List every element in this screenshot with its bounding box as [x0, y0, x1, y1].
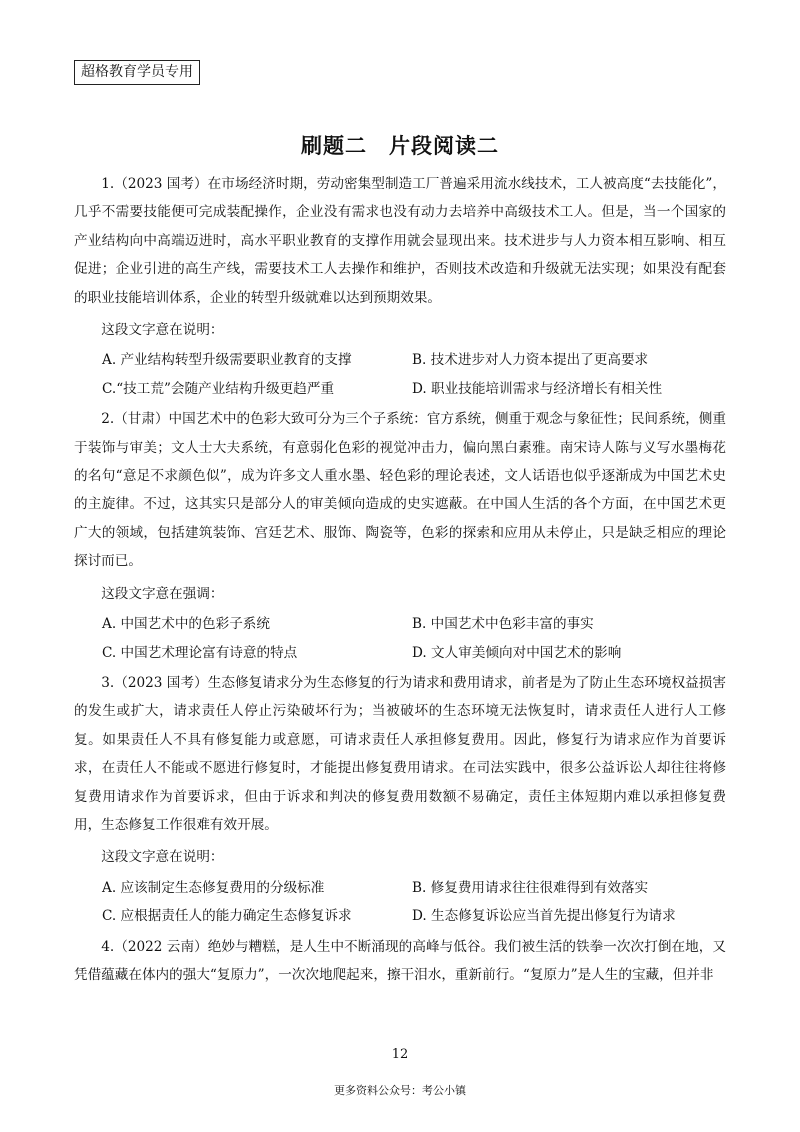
option-list — [74, 874, 726, 931]
question-text: 2.（甘肃）中国艺术中的色彩大致可分为三个子系统：官方系统，侧重于观念与象征性；民间系统，侧重于装饰与审美；文人士大夫系统，有意弱化色彩的视觉冲击力，偏向黑白素雅。南宋诗人陈与义写水墨梅花的名句“意足不求颜色似”，成为许多文人重水墨、轻色彩的理论表述，文人话语也似乎逐渐成为中国艺术史的主旋律。不过，这其实只是部分人的审美倾向造成的史实遮蔽。在中国人生活的各个方面，在中国艺术更广大的领域，包括建筑装饰、宫廷艺术、服饰、陶瓷等，色彩的探索和应用从未停止，只是缺乏相应的理论探讨而已。 — [74, 411, 726, 570]
footer-note: 更多资料公众号：考公小镇 — [334, 1084, 466, 1097]
option-b: B. 技术进步对人力资本提出了更高要求 — [412, 352, 649, 369]
option-list — [74, 610, 726, 667]
option-d: D. 职业技能培训需求与经济增长有相关性 — [412, 380, 663, 397]
title-part-1: 刷题二 — [301, 134, 367, 158]
question-4 — [74, 933, 726, 990]
option-list — [74, 346, 726, 403]
option-d: D. 文人审美倾向对中国艺术的影响 — [412, 644, 622, 661]
option-b: B. 修复费用请求往往很难得到有效落实 — [412, 879, 649, 896]
question-text: 3.（2023 国考）生态修复请求分为生态修复的行为请求和费用请求，前者是为了防止生态环境权益损害的发生或扩大，请求责任人停止污染破坏行为；当被破坏的生态环境无法恢复时，请求责任人进行人工修复。如果责任人不具有修复能力或意愿，可请求责任人承担修复费用。因此，修复行为请求应作为首要诉求，在责任人不能或不愿进行修复时，才能提出修复费用请求。在司法实践中，很多公益诉讼人却往往将修复费用请求作为首要诉求，但由于诉求和判决的修复费用数额不易确定，责任主体短期内难以承担修复费用，生态修复工作很难有效开展。 — [74, 674, 726, 833]
question-prompt: 这段文字意在强调： — [101, 585, 224, 602]
title-part-2: 片段阅读二 — [389, 134, 499, 158]
question-prompt: 这段文字意在说明： — [101, 322, 224, 339]
usage-stamp: 超格教育学员专用 — [74, 60, 200, 85]
option-a: A. 应该制定生态修复费用的分级标准 — [102, 879, 325, 896]
question-text: 4.（2022 云南）绝妙与糟糕，是人生中不断涌现的高峰与低谷。我们被生活的铁拳一次次打倒在地，又凭借蕴藏在体内的强大“复原力”，一次次地爬起来，擦干泪水，重新前行。“复原力”是人生的宝藏，但并非 — [74, 938, 726, 983]
option-c: C.“技工荒”会随产业结构升级更趋严重 — [102, 380, 335, 397]
option-c: C. 中国艺术理论富有诗意的特点 — [102, 644, 298, 661]
option-a: A. 产业结构转型升级需要职业教育的支撑 — [102, 352, 352, 369]
question-prompt: 这段文字意在说明： — [101, 849, 224, 866]
question-1 — [74, 170, 726, 403]
option-c: C. 应根据责任人的能力确定生态修复诉求 — [102, 908, 352, 925]
question-2 — [74, 405, 726, 667]
question-list — [74, 170, 726, 991]
option-b: B. 中国艺术中色彩丰富的事实 — [412, 616, 594, 633]
question-3 — [74, 669, 726, 931]
question-text: 1.（2023 国考）在市场经济时期，劳动密集型制造工厂普遍采用流水线技术，工人被高度“去技能化”，几乎不需要技能便可完成装配操作，企业没有需求也没有动力去培养中高级技术工人。但是，当一个国家的产业结构向中高端迈进时，高水平职业教育的支撑作用就会显现出来。技术进步与人力资本相互影响、相互促进；企业引进的高生产线，需要技术工人去操作和维护，否则技术改造和升级就无法实现；如果没有配套的职业技能培训体系，企业的转型升级就难以达到预期效果。 — [74, 176, 726, 306]
option-d: D. 生态修复诉讼应当首先提出修复行为请求 — [412, 908, 676, 925]
option-a: A. 中国艺术中的色彩子系统 — [102, 616, 270, 633]
page-number: 12 — [391, 1047, 409, 1062]
page-title — [0, 130, 800, 160]
